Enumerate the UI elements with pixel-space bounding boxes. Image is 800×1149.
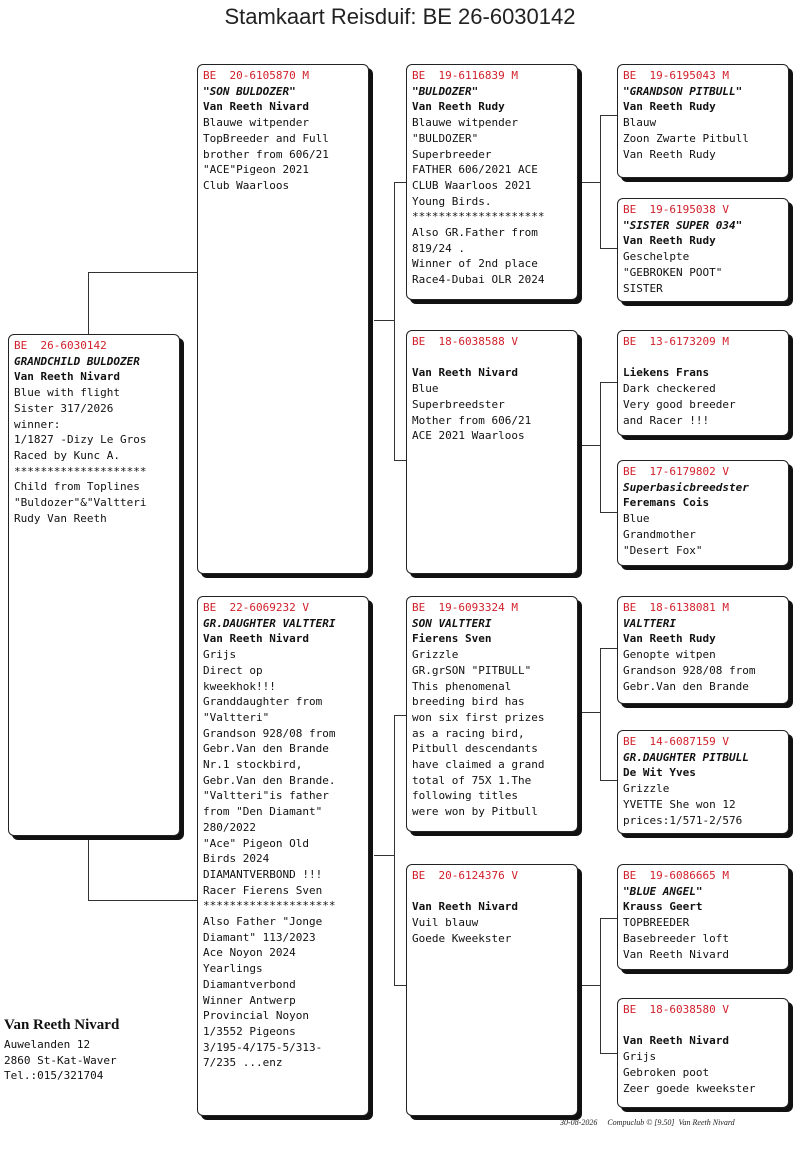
owner-name: Van Reeth Nivard: [412, 900, 518, 914]
description-line: Birds 2024: [203, 852, 270, 866]
description-line: Zoon Zwarte Pitbull: [623, 131, 749, 145]
description-line: 7/235 ...enz: [203, 1056, 283, 1070]
description-line: "ACE"Pigeon 2021: [203, 163, 309, 177]
description-line: Gebr.Van den Brande: [623, 679, 749, 693]
description-line: TOPBREEDER: [623, 916, 690, 930]
pedigree-card-mfm: [617, 730, 789, 834]
pigeon-name: "GRANDSON PITBULL": [623, 84, 743, 98]
description-line: FATHER 606/2021 ACE: [412, 163, 538, 177]
connector-line: [394, 182, 395, 460]
description-line: 280/2022: [203, 820, 256, 834]
description-line: 819/24 .: [412, 241, 465, 255]
connector-line: [600, 382, 601, 512]
description-line: Also GR.Father from: [412, 226, 538, 240]
pedigree-card-fff: [617, 64, 789, 178]
description-line: brother from 606/21: [203, 147, 329, 161]
pedigree-card-father: [197, 64, 369, 574]
pigeon-name: GRANDCHILD BULDOZER: [14, 354, 140, 368]
description-line: Grijs: [203, 648, 237, 662]
description-line: Van Reeth Nivard: [623, 947, 729, 961]
owner-name: Van Reeth Nivard: [203, 100, 309, 114]
description-line: Blue with flight: [14, 386, 120, 400]
blank-line: [623, 350, 783, 366]
description-line: Young Birds.: [412, 194, 492, 208]
ring-number: BE 13-6173209 M: [623, 335, 729, 348]
description-line: Pitbull descendants: [412, 742, 538, 756]
description-line: Diamant" 113/2023: [203, 930, 316, 944]
ring-number: BE 19-6086665 M: [623, 869, 729, 882]
description-line: This phenomenal: [412, 679, 512, 693]
pigeon-name: GR.DAUGHTER PITBULL: [623, 750, 749, 764]
description-line: DIAMANTVERBOND !!!: [203, 867, 323, 881]
description-line: Race4-Dubai OLR 2024: [412, 273, 545, 287]
description-line: Provincial Noyon: [203, 1009, 309, 1023]
description-line: total of 75X 1.The: [412, 773, 532, 787]
description-line: and Racer !!!: [623, 413, 710, 427]
blank-line: [412, 350, 572, 366]
description-line: Granddaughter from: [203, 695, 323, 709]
owner-name: Van Reeth Rudy: [623, 100, 716, 114]
owner-name: Van Reeth Rudy: [412, 100, 505, 114]
description-line: "Ace" Pigeon Old: [203, 836, 309, 850]
pigeon-name: "SON BULDOZER": [203, 84, 296, 98]
description-line: prices:1/571-2/576: [623, 813, 743, 827]
breeder-address: Auwelanden 12: [4, 1038, 91, 1051]
ring-number: BE 19-6195038 V: [623, 203, 729, 216]
owner-name: Fierens Sven: [412, 632, 492, 646]
ring-number: BE 19-6093324 M: [412, 601, 518, 614]
description-line: GR.grSON "PITBULL": [412, 663, 532, 677]
pedigree-card-mother-mother: [406, 864, 578, 1116]
description-line: ********************: [412, 210, 545, 224]
description-line: ********************: [14, 464, 147, 478]
breeder-city: 2860 St-Kat-Waver: [4, 1053, 117, 1067]
description-line: Grijs: [623, 1050, 657, 1064]
description-line: won six first prizes: [412, 710, 545, 724]
connector-line: [600, 918, 617, 919]
description-line: following titles: [412, 789, 518, 803]
pedigree-card-subject: [8, 334, 180, 836]
description-line: Zeer goede kweekster: [623, 1081, 756, 1095]
description-line: Sister 317/2026: [14, 401, 114, 415]
description-line: kweekhok!!!: [203, 679, 276, 693]
description-line: Blue: [412, 382, 439, 396]
description-line: "Valtteri"is father: [203, 789, 329, 803]
description-line: Blue: [623, 512, 650, 526]
description-line: Racer Fierens Sven: [203, 883, 323, 897]
connector-line: [600, 1053, 617, 1054]
description-line: Grizzle: [623, 782, 670, 796]
connector-line: [582, 182, 600, 183]
connector-line: [600, 918, 601, 1053]
ring-number: BE 14-6087159 V: [623, 735, 729, 748]
connector-line: [600, 115, 601, 248]
pigeon-name: VALTTERI: [623, 616, 676, 630]
ring-number: BE 20-6105870 M: [203, 69, 309, 82]
description-line: Winner of 2nd place: [412, 257, 538, 271]
description-line: as a racing bird,: [412, 726, 525, 740]
description-line: "Desert Fox": [623, 543, 703, 557]
connector-line: [88, 900, 198, 901]
connector-line: [394, 985, 406, 986]
description-line: "BULDOZER": [412, 131, 479, 145]
ring-number: BE 18-6038588 V: [412, 335, 518, 348]
pigeon-name: Superbasicbreedster: [623, 480, 749, 494]
connector-line: [582, 985, 600, 986]
ring-number: BE 19-6116839 M: [412, 69, 518, 82]
description-line: Grandson 928/08 from: [623, 663, 756, 677]
blank-line: [412, 884, 572, 900]
description-line: Raced by Kunc A.: [14, 448, 120, 462]
connector-line: [582, 445, 600, 446]
description-line: Vuil blauw: [412, 916, 479, 930]
ring-number: BE 20-6124376 V: [412, 869, 518, 882]
description-line: Diamantverbond: [203, 977, 296, 991]
connector-line: [394, 460, 406, 461]
description-line: "Buldozer"&"Valtteri: [14, 496, 147, 510]
description-line: Goede Kweekster: [412, 931, 512, 945]
connector-line: [600, 382, 617, 383]
page-title: Stamkaart Reisduif: BE 26-6030142: [224, 4, 576, 29]
connector-line: [394, 715, 406, 716]
connector-line: [394, 715, 395, 985]
owner-name: Van Reeth Rudy: [623, 632, 716, 646]
description-line: 1/3552 Pigeons: [203, 1024, 296, 1038]
description-line: winner:: [14, 417, 61, 431]
pedigree-card-fmf: [617, 330, 789, 436]
description-line: were won by Pitbull: [412, 805, 538, 819]
connector-line: [600, 248, 617, 249]
owner-name: Van Reeth Nivard: [203, 632, 309, 646]
owner-name: Liekens Frans: [623, 366, 710, 380]
pedigree-card-father-mother: [406, 330, 578, 574]
description-line: Genopte witpen: [623, 648, 716, 662]
ring-number: BE 22-6069232 V: [203, 601, 309, 614]
breeder-phone: Tel.:015/321704: [4, 1069, 104, 1082]
connector-line: [88, 272, 198, 273]
pigeon-name: "SISTER SUPER 034": [623, 218, 743, 232]
pedigree-card-fmm: [617, 460, 789, 566]
connector-line: [374, 320, 394, 321]
description-line: Grandmother: [623, 527, 696, 541]
description-line: Direct op: [203, 663, 263, 677]
connector-line: [600, 648, 617, 649]
description-line: "Valtteri": [203, 710, 270, 724]
description-line: Dark checkered: [623, 382, 716, 396]
blank-line: [623, 1018, 783, 1034]
description-line: Ace Noyon 2024: [203, 946, 296, 960]
ring-number: BE 18-6138081 M: [623, 601, 729, 614]
description-line: TopBreeder and Full: [203, 131, 329, 145]
breeder-name: Van Reeth Nivard: [4, 1017, 120, 1033]
pedigree-card-mmm: [617, 998, 789, 1108]
description-line: SISTER: [623, 281, 663, 295]
pedigree-card-ffm: [617, 198, 789, 302]
pigeon-name: "BLUE ANGEL": [623, 884, 703, 898]
description-line: Superbreeder: [412, 147, 492, 161]
description-line: Geschelpte: [623, 250, 690, 264]
description-line: Gebr.Van den Brande: [203, 742, 329, 756]
breeder-block: [4, 1015, 119, 1084]
connector-line: [88, 840, 89, 900]
description-line: Grizzle: [412, 648, 459, 662]
pedigree-card-mother-father: [406, 596, 578, 832]
owner-name: Feremans Cois: [623, 496, 710, 510]
pigeon-name: "BULDOZER": [412, 84, 479, 98]
pigeon-name: SON VALTTERI: [412, 616, 492, 630]
description-line: ********************: [203, 899, 336, 913]
owner-name: Van Reeth Nivard: [412, 366, 518, 380]
description-line: YVETTE She won 12: [623, 797, 736, 811]
description-line: Blauw: [623, 116, 657, 130]
description-line: ACE 2021 Waarloos: [412, 429, 525, 443]
description-line: have claimed a grand: [412, 758, 545, 772]
owner-name: Krauss Geert: [623, 900, 703, 914]
description-line: Blauwe witpender: [203, 116, 309, 130]
description-line: Gebroken poot: [623, 1065, 710, 1079]
description-line: 3/195-4/175-5/313-: [203, 1040, 323, 1054]
description-line: Grandson 928/08 from: [203, 726, 336, 740]
connector-line: [394, 182, 406, 183]
ring-number: BE 19-6195043 M: [623, 69, 729, 82]
pedigree-card-mmf: [617, 864, 789, 970]
description-line: from "Den Diamant": [203, 805, 323, 819]
connector-line: [600, 648, 601, 780]
connector-line: [374, 855, 394, 856]
description-line: Yearlings: [203, 962, 263, 976]
description-line: Gebr.Van den Brande.: [203, 773, 336, 787]
description-line: Winner Antwerp: [203, 993, 296, 1007]
description-line: Mother from 606/21: [412, 413, 532, 427]
connector-line: [600, 780, 617, 781]
description-line: Superbreedster: [412, 397, 505, 411]
pedigree-card-mff: [617, 596, 789, 704]
description-line: CLUB Waarloos 2021: [412, 178, 532, 192]
description-line: 1/1827 -Dizy Le Gros: [14, 433, 147, 447]
description-line: Child from Toplines: [14, 480, 140, 494]
description-line: Nr.1 stockbird,: [203, 758, 303, 772]
description-line: Rudy Van Reeth: [14, 511, 107, 525]
owner-name: Van Reeth Nivard: [623, 1034, 729, 1048]
connector-line: [88, 272, 89, 334]
footer-credit: 30-08-2026 Compuclub © [9.50] Van Reeth Nivard: [560, 1118, 735, 1127]
pedigree-card-mother: [197, 596, 369, 1116]
description-line: Basebreeder loft: [623, 931, 729, 945]
pedigree-card-father-father: [406, 64, 578, 300]
ring-number: BE 26-6030142: [14, 339, 107, 352]
ring-number: BE 18-6038580 V: [623, 1003, 729, 1016]
connector-line: [600, 512, 617, 513]
ring-number: BE 17-6179802 V: [623, 465, 729, 478]
connector-line: [600, 115, 617, 116]
description-line: Club Waarloos: [203, 178, 290, 192]
owner-name: De Wit Yves: [623, 766, 696, 780]
description-line: breeding bird has: [412, 695, 525, 709]
description-line: Also Father "Jonge: [203, 915, 323, 929]
description-line: Van Reeth Rudy: [623, 147, 716, 161]
owner-name: Van Reeth Nivard: [14, 370, 120, 384]
description-line: "GEBROKEN POOT": [623, 265, 723, 279]
description-line: Very good breeder: [623, 397, 736, 411]
owner-name: Van Reeth Rudy: [623, 234, 716, 248]
connector-line: [582, 712, 600, 713]
description-line: Blauwe witpender: [412, 116, 518, 130]
pigeon-name: GR.DAUGHTER VALTTERI: [203, 616, 336, 630]
